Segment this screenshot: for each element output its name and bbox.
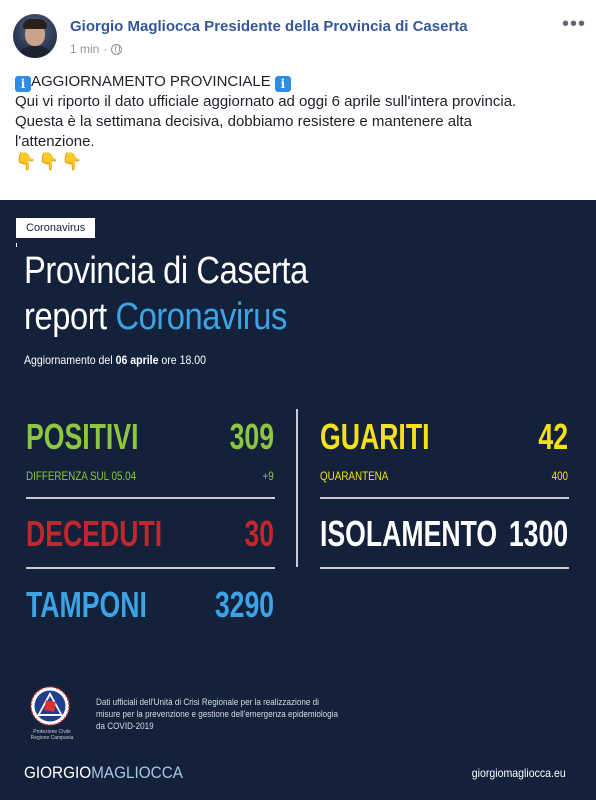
facebook-post [0, 0, 596, 200]
author-name-link[interactable]: Giorgio Magliocca Presidente della Provincia di Caserta [70, 18, 468, 35]
isolamento-value: 1300 [508, 513, 568, 554]
post-headline [15, 72, 585, 92]
coronavirus-report-image[interactable] [0, 200, 596, 800]
deceduti-label: DECEDUTI [26, 513, 163, 554]
divider-left-2 [26, 567, 275, 569]
meta-separator: · [103, 42, 108, 56]
pointing-down-emoji: 👇👇👇 [15, 152, 85, 171]
post-meta [70, 42, 122, 56]
deceduti-value: 30 [244, 513, 274, 554]
update-line [24, 353, 206, 367]
column-divider [296, 409, 298, 567]
more-options-icon[interactable]: ••• [562, 13, 587, 35]
report-title-line-1: Provincia di Caserta [24, 250, 308, 292]
divider-right-2 [320, 567, 569, 569]
tamponi-label: TAMPONI [26, 584, 147, 625]
isolamento-label: ISOLAMENTO [320, 513, 498, 554]
brand-first-name: GIORGIO [24, 763, 92, 782]
title-highlight: Coronavirus [115, 296, 287, 338]
protezione-civile-logo-icon [30, 686, 70, 726]
positivi-value: 309 [229, 416, 274, 457]
positivi-label: POSITIVI [26, 416, 139, 457]
website-url: giorgiomagliocca.eu [472, 766, 566, 780]
title-prefix: report [24, 296, 116, 338]
update-suffix: ore 18.00 [158, 353, 207, 367]
coronavirus-tag: Coronavirus [16, 218, 95, 238]
info-icon: i [275, 76, 291, 92]
update-prefix: Aggiornamento del [24, 353, 116, 367]
quarantena-value: 400 [551, 469, 568, 483]
post-text [15, 72, 585, 172]
guariti-value: 42 [538, 416, 568, 457]
author-avatar[interactable] [13, 14, 57, 58]
guariti-label: GUARITI [320, 416, 430, 457]
difference-value: +9 [262, 469, 274, 483]
protezione-civile-caption: Protezione Civile Regione Campania [30, 729, 74, 741]
report-title-line-2 [24, 296, 287, 339]
update-date: 06 aprile [115, 353, 159, 367]
post-line-2: Questa è la settimana decisiva, dobbiamo resistere e mantenere alta [15, 113, 472, 130]
globe-icon[interactable] [111, 44, 122, 55]
tamponi-value: 3290 [214, 584, 274, 625]
brand-last-name: MAGLIOCCA [91, 763, 183, 782]
post-timestamp[interactable]: 1 min [70, 42, 100, 56]
divider-left-1 [26, 497, 275, 499]
post-line-3: l'attenzione. [15, 133, 95, 150]
data-source-disclaimer: Dati ufficiali dell'Unità di Crisi Regionale per la realizzazione di misure per la prevenzione e gestione dell'emergenza epidemiologia da COVID-2019 [96, 697, 339, 731]
difference-label: DIFFERENZA SUL 05.04 [26, 469, 137, 483]
post-line-1: Qui vi riporto il dato ufficiale aggiornato ad oggi 6 aprile sull'intera provincia. [15, 93, 517, 110]
tag-divider [16, 243, 17, 247]
info-icon: i [15, 76, 31, 92]
quarantena-label: QUARANTENA [320, 469, 389, 483]
brand-logo [24, 763, 183, 783]
headline-text: AGGIORNAMENTO PROVINCIALE [31, 73, 271, 90]
divider-right-1 [320, 497, 569, 499]
